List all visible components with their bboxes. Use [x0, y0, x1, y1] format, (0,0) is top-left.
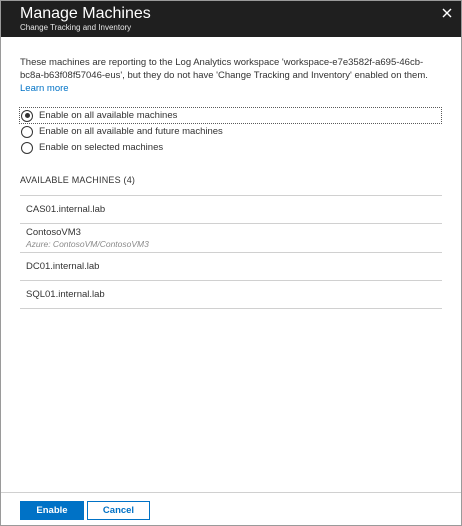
blade-content	[20, 56, 442, 309]
radio-unselected-icon[interactable]	[21, 142, 33, 154]
blade-subtitle: Change Tracking and Inventory	[20, 23, 132, 32]
machine-name: SQL01.internal.lab	[26, 288, 105, 300]
option-all-available-and-future[interactable]	[20, 124, 442, 139]
machine-name: ContosoVM3	[26, 226, 81, 238]
enable-button[interactable]: Enable	[20, 501, 84, 520]
list-item	[20, 253, 442, 281]
blade-title: Manage Machines	[20, 5, 151, 22]
option-label: Enable on all available and future machines	[39, 126, 223, 137]
intro-text	[20, 56, 442, 95]
intro-message: These machines are reporting to the Log Analytics workspace 'workspace-e7e3582f-a695-46cb-bc8a-b63f08f57046-eus', but they do not have 'Change Tracking and Inventory' enabled on them.	[20, 57, 428, 81]
available-machines-heading: AVAILABLE MACHINES (4)	[20, 175, 136, 185]
list-item	[20, 196, 442, 224]
option-selected-machines[interactable]	[20, 140, 442, 155]
radio-selected-icon[interactable]	[21, 110, 33, 122]
machine-list	[20, 195, 442, 309]
enable-options	[20, 108, 442, 155]
blade-header	[1, 1, 461, 37]
cancel-button[interactable]: Cancel	[87, 501, 150, 520]
option-label: Enable on selected machines	[39, 142, 164, 153]
machine-name: CAS01.internal.lab	[26, 203, 106, 215]
machine-source: Azure: ContosoVM/ContosoVM3	[26, 238, 149, 249]
list-item	[20, 224, 442, 253]
option-all-available[interactable]	[20, 108, 441, 123]
close-icon	[439, 5, 455, 21]
blade-footer	[1, 492, 461, 526]
learn-more-link[interactable]: Learn more	[20, 83, 69, 94]
list-item	[20, 281, 442, 309]
machine-name: DC01.internal.lab	[26, 260, 100, 272]
radio-unselected-icon[interactable]	[21, 126, 33, 138]
close-button[interactable]	[439, 5, 455, 21]
option-label: Enable on all available machines	[39, 110, 178, 121]
